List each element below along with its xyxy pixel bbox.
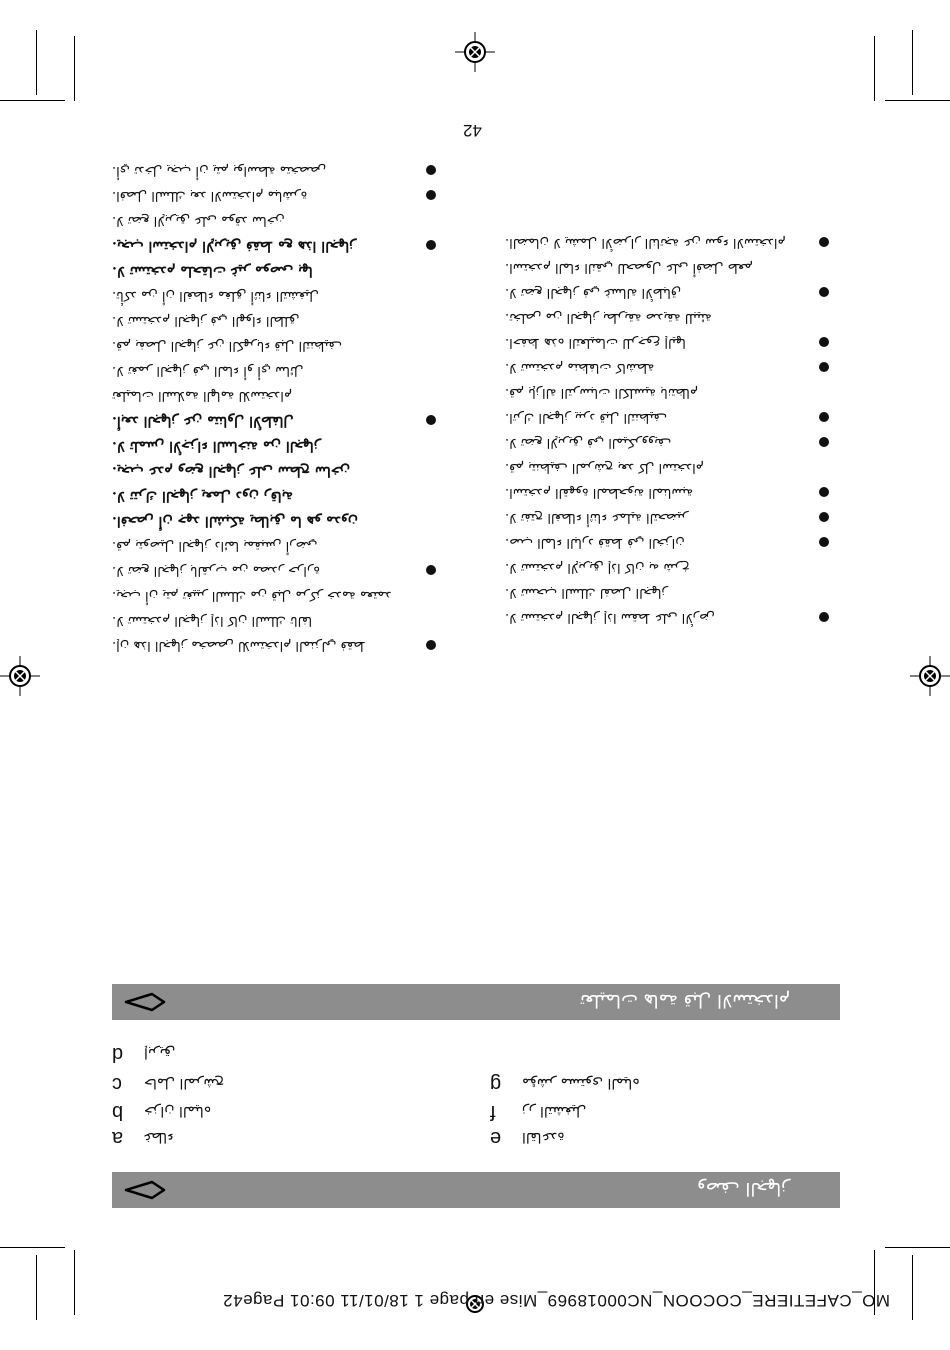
bullet-icon bbox=[426, 191, 436, 201]
text-line: تخلص من الجهاز بطريقة صديقة للبيئة. bbox=[505, 310, 712, 325]
text-line: قم بفصل الجهاز عن الكهرباء قبل التنظيف. bbox=[112, 338, 343, 353]
text-line: قم بإزالة الترسبات الكلسية بانتظام. bbox=[505, 385, 698, 400]
text-line: لا تغمر الجهاز في الماء أو أي سائل. bbox=[112, 363, 304, 378]
bullet-icon bbox=[819, 413, 829, 423]
part-c: c حامل المرشح bbox=[112, 1073, 225, 1095]
part-b: b خزان المياه bbox=[112, 1101, 212, 1123]
text-line: يجب أن يتم تغيير السلك من قبل مركز خدمة معتمد. bbox=[112, 588, 392, 603]
crop-mark-top-right-v bbox=[874, 36, 875, 101]
crop-mark-bottom-left-v bbox=[36, 1255, 37, 1320]
bullet-icon bbox=[819, 513, 829, 523]
text-line: لا تضع الجهاز في غسالة الأطباق. bbox=[505, 280, 835, 305]
arrow-icon bbox=[122, 990, 168, 1014]
text-line: لا تفتح الغطاء أثناء عملية التحضير. bbox=[505, 505, 835, 530]
bullet-icon bbox=[819, 438, 829, 448]
crop-mark-bottom-right-v2 bbox=[912, 1255, 913, 1320]
crop-mark-top-right-h bbox=[885, 100, 950, 101]
text-line: لا تسحب السلك لفصل الجهاز. bbox=[505, 585, 668, 600]
left-column-text bbox=[112, 158, 442, 658]
part-e: e القاعدة bbox=[490, 1127, 565, 1149]
description-title: وصف الجهاز bbox=[697, 1178, 790, 1199]
crop-mark-bottom-left-h bbox=[0, 1247, 65, 1248]
text-line: تعليمات السلامة الهامة للاستخدام bbox=[112, 388, 292, 403]
text-line: الضمان لا يشمل الأضرار الناتجة عن سوء الاستخدام. bbox=[505, 230, 835, 255]
bullet-icon bbox=[819, 338, 829, 348]
text-line: احفظ هذه التعليمات للرجوع إليها. bbox=[505, 330, 835, 355]
registration-mark-right-icon bbox=[910, 656, 950, 696]
crop-mark-top-left-v2 bbox=[74, 36, 75, 101]
text-line: افصل السلك بعد الاستخدام مباشرة. bbox=[112, 183, 442, 208]
bullet-icon bbox=[819, 363, 829, 373]
text-line: لا تستخدم الإبريق إذا كان به شرخ. bbox=[505, 560, 690, 575]
part-f: f زر التشغيل bbox=[490, 1101, 587, 1123]
arrow-icon bbox=[122, 1178, 168, 1202]
text-line: صب الماء البارد فقط في الخزان. bbox=[505, 530, 835, 555]
bullet-icon bbox=[819, 488, 829, 498]
page-number: 42 bbox=[463, 121, 482, 140]
crop-mark-top-right-v2 bbox=[912, 30, 913, 95]
registration-mark-top-icon bbox=[455, 32, 495, 72]
bullet-icon bbox=[426, 416, 436, 426]
part-a: a غطاء bbox=[112, 1127, 174, 1149]
bullet-icon bbox=[426, 566, 436, 576]
text-line: قم بتنظيف المرشح بعد كل استخدام. bbox=[505, 460, 704, 475]
description-banner bbox=[112, 1172, 840, 1208]
text-line: لا تستخدم الجهاز في الهواء الطلق. bbox=[112, 313, 300, 328]
text-line: لا تضع الإبريق في الميكروويف. bbox=[505, 430, 835, 455]
text-line: لا تضع الإبريق على موقد ساخن. bbox=[112, 213, 285, 228]
text-line: يجب عدم وضع الجهاز على سطح ساخن. bbox=[112, 463, 351, 479]
bullet-icon bbox=[426, 641, 436, 651]
text-line: لا تستخدم ملحقات غير موصى بها. bbox=[112, 263, 313, 279]
text-line: أبعد الجهاز عن متناول الأطفال. bbox=[112, 408, 442, 433]
text-line: افحص أن جهد الشبكة يطابق ما هو مدون. bbox=[112, 513, 358, 529]
text-line: إن هذا الجهاز مخصص للاستخدام المنزلي فقط. bbox=[112, 633, 442, 658]
crop-mark-top-left-v bbox=[36, 30, 37, 95]
registration-mark-left-icon bbox=[0, 656, 40, 696]
footer-slug: MO_CAFETIERE_COCOON_NC00018969_Mise en page 1 18/01/11 09:01 Page42 bbox=[222, 1291, 890, 1310]
right-column bbox=[505, 230, 835, 630]
right-column-text bbox=[505, 230, 835, 630]
crop-mark-top-left-h bbox=[0, 100, 65, 101]
text-line: لا تلمس الأجزاء الساخنة من الجهاز. bbox=[112, 438, 321, 454]
text-line: استخدم الماء النقي للحصول على أفضل طعم. bbox=[505, 260, 753, 275]
bullet-icon bbox=[819, 613, 829, 623]
text-line: قم بتوصيل الجهاز دائما بمقبس أرضي. bbox=[112, 538, 318, 553]
bullet-icon bbox=[819, 238, 829, 248]
text-line: استخدم القهوة المطحونة المناسبة. bbox=[505, 480, 835, 505]
part-d: d إبريق bbox=[112, 1043, 176, 1065]
instructions-banner bbox=[112, 984, 840, 1020]
bullet-icon bbox=[819, 288, 829, 298]
text-line: لا تضع الجهاز بالقرب من مصدر حرارة. bbox=[112, 558, 442, 583]
left-column bbox=[112, 158, 442, 658]
text-line: لا تستخدم الجهاز إذا سقط على الأرض. bbox=[505, 605, 835, 630]
text-line: لا تترك الجهاز يعمل دون رقابة. bbox=[112, 488, 294, 504]
text-line: تأكد من أن الغطاء مغلق أثناء التشغيل. bbox=[112, 288, 319, 303]
text-line: اترك الجهاز يبرد قبل التنظيف. bbox=[505, 405, 835, 430]
instructions-title: تعليمات هامة قبل الاستخدام bbox=[579, 990, 790, 1011]
text-line: لا تستخدم منظفات كاشطة. bbox=[505, 355, 835, 380]
crop-mark-bottom-right-h bbox=[885, 1247, 950, 1248]
text-line: يجب استخدام الإبريق فقط مع هذا الجهاز. bbox=[112, 233, 442, 258]
bullet-icon bbox=[426, 166, 436, 176]
text-line: أي تدخل يجب أن يتم بواسطة متخصص. bbox=[112, 158, 442, 183]
text-line: لا تستخدم الجهاز إذا كان السلك تالفا. bbox=[112, 613, 313, 628]
crop-mark-bottom-left-v2 bbox=[74, 1250, 75, 1315]
bullet-icon bbox=[426, 241, 436, 251]
bullet-icon bbox=[819, 538, 829, 548]
part-g: g مؤشر مستوى المياه bbox=[490, 1073, 640, 1095]
